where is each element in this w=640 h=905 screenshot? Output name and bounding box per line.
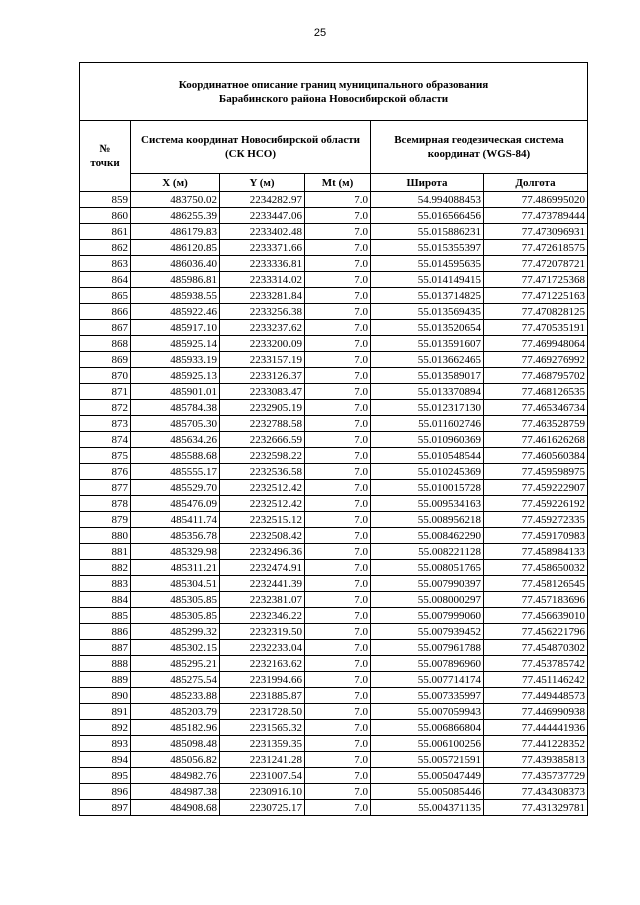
latitude-cell: 55.009534163 xyxy=(371,496,484,512)
y-cell: 2231728.50 xyxy=(220,704,305,720)
x-cell: 485555.17 xyxy=(131,464,220,480)
longitude-cell: 77.451146242 xyxy=(484,672,588,688)
point-number-cell: 897 xyxy=(80,800,131,816)
table-row xyxy=(80,720,588,736)
longitude-cell: 77.468126535 xyxy=(484,384,588,400)
local-system-header: Система координат Новосибирской области (СК НСО) xyxy=(131,121,371,174)
table-row xyxy=(80,592,588,608)
longitude-cell: 77.441228352 xyxy=(484,736,588,752)
latitude-cell: 55.006100256 xyxy=(371,736,484,752)
y-cell: 2231565.32 xyxy=(220,720,305,736)
mt-cell: 7.0 xyxy=(305,752,371,768)
mt-cell: 7.0 xyxy=(305,320,371,336)
mt-cell: 7.0 xyxy=(305,640,371,656)
y-cell: 2233200.09 xyxy=(220,336,305,352)
longitude-cell: 77.459598975 xyxy=(484,464,588,480)
mt-cell: 7.0 xyxy=(305,368,371,384)
mt-cell: 7.0 xyxy=(305,672,371,688)
point-number-cell: 873 xyxy=(80,416,131,432)
point-number-cell: 866 xyxy=(80,304,131,320)
latitude-cell: 54.994088453 xyxy=(371,192,484,208)
x-cell: 485938.55 xyxy=(131,288,220,304)
point-number-cell: 895 xyxy=(80,768,131,784)
x-cell: 486036.40 xyxy=(131,256,220,272)
point-number-cell: 890 xyxy=(80,688,131,704)
longitude-cell: 77.458650032 xyxy=(484,560,588,576)
x-cell: 485182.96 xyxy=(131,720,220,736)
mt-cell: 7.0 xyxy=(305,560,371,576)
longitude-cell: 77.444441936 xyxy=(484,720,588,736)
point-number-cell: 868 xyxy=(80,336,131,352)
x-cell: 485634.26 xyxy=(131,432,220,448)
point-number-cell: 879 xyxy=(80,512,131,528)
table-row xyxy=(80,736,588,752)
table-row xyxy=(80,464,588,480)
y-cell: 2232512.42 xyxy=(220,480,305,496)
x-cell: 485295.21 xyxy=(131,656,220,672)
point-number-cell: 860 xyxy=(80,208,131,224)
point-number-cell: 878 xyxy=(80,496,131,512)
table-row xyxy=(80,288,588,304)
mt-cell: 7.0 xyxy=(305,336,371,352)
latitude-cell: 55.007961788 xyxy=(371,640,484,656)
x-cell: 485925.13 xyxy=(131,368,220,384)
table-row xyxy=(80,640,588,656)
point-number-cell: 865 xyxy=(80,288,131,304)
mt-cell: 7.0 xyxy=(305,720,371,736)
x-cell: 485986.81 xyxy=(131,272,220,288)
mt-cell: 7.0 xyxy=(305,624,371,640)
longitude-cell: 77.473789444 xyxy=(484,208,588,224)
x-cell: 485302.15 xyxy=(131,640,220,656)
x-cell: 485275.54 xyxy=(131,672,220,688)
table-row xyxy=(80,208,588,224)
longitude-cell: 77.449448573 xyxy=(484,688,588,704)
table-row xyxy=(80,496,588,512)
mt-cell: 7.0 xyxy=(305,384,371,400)
longitude-cell: 77.459170983 xyxy=(484,528,588,544)
point-number-cell: 894 xyxy=(80,752,131,768)
longitude-cell: 77.468795702 xyxy=(484,368,588,384)
table-row xyxy=(80,608,588,624)
latitude-cell: 55.007939452 xyxy=(371,624,484,640)
longitude-cell: 77.469948064 xyxy=(484,336,588,352)
point-number-cell: 889 xyxy=(80,672,131,688)
table-row xyxy=(80,336,588,352)
table-row xyxy=(80,704,588,720)
page-number: 25 xyxy=(313,27,327,39)
latitude-cell: 55.008221128 xyxy=(371,544,484,560)
y-cell: 2231359.35 xyxy=(220,736,305,752)
x-cell: 483750.02 xyxy=(131,192,220,208)
x-cell: 485901.01 xyxy=(131,384,220,400)
mt-cell: 7.0 xyxy=(305,768,371,784)
y-cell: 2232536.58 xyxy=(220,464,305,480)
longitude-cell: 77.446990938 xyxy=(484,704,588,720)
x-cell: 485784.38 xyxy=(131,400,220,416)
mt-cell: 7.0 xyxy=(305,256,371,272)
point-number-cell: 867 xyxy=(80,320,131,336)
y-cell: 2232666.59 xyxy=(220,432,305,448)
x-cell: 485588.68 xyxy=(131,448,220,464)
table-row xyxy=(80,688,588,704)
y-cell: 2232474.91 xyxy=(220,560,305,576)
mt-cell: 7.0 xyxy=(305,432,371,448)
x-cell: 486120.85 xyxy=(131,240,220,256)
longitude-header: Долгота xyxy=(484,174,588,192)
y-cell: 2233336.81 xyxy=(220,256,305,272)
point-number-cell: 871 xyxy=(80,384,131,400)
table-row xyxy=(80,752,588,768)
y-cell: 2232598.22 xyxy=(220,448,305,464)
y-cell: 2230725.17 xyxy=(220,800,305,816)
table-title xyxy=(80,63,588,121)
mt-cell: 7.0 xyxy=(305,576,371,592)
latitude-cell: 55.007335997 xyxy=(371,688,484,704)
point-number-cell: 874 xyxy=(80,432,131,448)
table-row xyxy=(80,192,588,208)
mt-cell: 7.0 xyxy=(305,800,371,816)
latitude-cell: 55.013662465 xyxy=(371,352,484,368)
x-cell: 485329.98 xyxy=(131,544,220,560)
latitude-cell: 55.010015728 xyxy=(371,480,484,496)
table-row xyxy=(80,384,588,400)
longitude-cell: 77.470535191 xyxy=(484,320,588,336)
table-row xyxy=(80,320,588,336)
table-row xyxy=(80,480,588,496)
longitude-cell: 77.470828125 xyxy=(484,304,588,320)
latitude-cell: 55.007714174 xyxy=(371,672,484,688)
longitude-cell: 77.434308373 xyxy=(484,784,588,800)
y-cell: 2232508.42 xyxy=(220,528,305,544)
latitude-cell: 55.014149415 xyxy=(371,272,484,288)
world-system-header: Всемирная геодезическая система координат (WGS-84) xyxy=(371,121,588,174)
latitude-cell: 55.014595635 xyxy=(371,256,484,272)
y-cell: 2233371.66 xyxy=(220,240,305,256)
latitude-cell: 55.013370894 xyxy=(371,384,484,400)
latitude-cell: 55.015355397 xyxy=(371,240,484,256)
y-cell: 2231994.66 xyxy=(220,672,305,688)
latitude-cell: 55.007999060 xyxy=(371,608,484,624)
longitude-cell: 77.459272335 xyxy=(484,512,588,528)
x-cell: 485529.70 xyxy=(131,480,220,496)
mt-cell: 7.0 xyxy=(305,704,371,720)
mt-cell: 7.0 xyxy=(305,304,371,320)
latitude-cell: 55.008000297 xyxy=(371,592,484,608)
y-cell: 2232441.39 xyxy=(220,576,305,592)
mt-cell: 7.0 xyxy=(305,480,371,496)
x-cell: 485304.51 xyxy=(131,576,220,592)
x-cell: 485098.48 xyxy=(131,736,220,752)
y-cell: 2231007.54 xyxy=(220,768,305,784)
mt-cell: 7.0 xyxy=(305,464,371,480)
longitude-cell: 77.435737729 xyxy=(484,768,588,784)
latitude-cell: 55.012317130 xyxy=(371,400,484,416)
point-number-cell: 863 xyxy=(80,256,131,272)
longitude-cell: 77.460560384 xyxy=(484,448,588,464)
longitude-cell: 77.456221796 xyxy=(484,624,588,640)
mt-cell: 7.0 xyxy=(305,784,371,800)
table-row xyxy=(80,256,588,272)
point-number-cell: 893 xyxy=(80,736,131,752)
x-cell: 485925.14 xyxy=(131,336,220,352)
latitude-cell: 55.013520654 xyxy=(371,320,484,336)
table-row xyxy=(80,672,588,688)
latitude-cell: 55.010960369 xyxy=(371,432,484,448)
mt-cell: 7.0 xyxy=(305,208,371,224)
latitude-cell: 55.010548544 xyxy=(371,448,484,464)
table-row xyxy=(80,400,588,416)
latitude-cell: 55.008051765 xyxy=(371,560,484,576)
latitude-cell: 55.013714825 xyxy=(371,288,484,304)
table-row xyxy=(80,800,588,816)
y-cell: 2233402.48 xyxy=(220,224,305,240)
y-cell: 2233237.62 xyxy=(220,320,305,336)
y-cell: 2233314.02 xyxy=(220,272,305,288)
latitude-cell: 55.005047449 xyxy=(371,768,484,784)
longitude-cell: 77.463528759 xyxy=(484,416,588,432)
point-number-cell: 896 xyxy=(80,784,131,800)
table-row xyxy=(80,304,588,320)
table-row xyxy=(80,352,588,368)
mt-cell: 7.0 xyxy=(305,544,371,560)
x-cell: 485203.79 xyxy=(131,704,220,720)
point-number-symbol: № xyxy=(99,143,111,155)
point-number-cell: 887 xyxy=(80,640,131,656)
table-row xyxy=(80,224,588,240)
table-row xyxy=(80,368,588,384)
x-cell: 485311.21 xyxy=(131,560,220,576)
point-number-cell: 869 xyxy=(80,352,131,368)
longitude-cell: 77.456639010 xyxy=(484,608,588,624)
point-number-cell: 886 xyxy=(80,624,131,640)
latitude-cell: 55.013591607 xyxy=(371,336,484,352)
y-cell: 2232905.19 xyxy=(220,400,305,416)
point-number-cell: 891 xyxy=(80,704,131,720)
longitude-cell: 77.469276992 xyxy=(484,352,588,368)
latitude-cell: 55.008956218 xyxy=(371,512,484,528)
mt-cell: 7.0 xyxy=(305,736,371,752)
longitude-cell: 77.486995020 xyxy=(484,192,588,208)
mt-cell: 7.0 xyxy=(305,288,371,304)
latitude-cell: 55.004371135 xyxy=(371,800,484,816)
point-number-cell: 880 xyxy=(80,528,131,544)
point-number-cell: 861 xyxy=(80,224,131,240)
table-row xyxy=(80,768,588,784)
point-number-cell: 883 xyxy=(80,576,131,592)
y-cell: 2232319.50 xyxy=(220,624,305,640)
latitude-cell: 55.005085446 xyxy=(371,784,484,800)
latitude-cell: 55.013589017 xyxy=(371,368,484,384)
mt-cell: 7.0 xyxy=(305,592,371,608)
table-row xyxy=(80,240,588,256)
table-row xyxy=(80,784,588,800)
latitude-cell: 55.007059943 xyxy=(371,704,484,720)
longitude-cell: 77.458984133 xyxy=(484,544,588,560)
mt-cell: 7.0 xyxy=(305,192,371,208)
x-cell: 485305.85 xyxy=(131,592,220,608)
longitude-cell: 77.431329781 xyxy=(484,800,588,816)
latitude-cell: 55.013569435 xyxy=(371,304,484,320)
longitude-cell: 77.457183696 xyxy=(484,592,588,608)
y-cell: 2234282.97 xyxy=(220,192,305,208)
point-number-cell: 859 xyxy=(80,192,131,208)
x-cell: 484908.68 xyxy=(131,800,220,816)
latitude-cell: 55.016566456 xyxy=(371,208,484,224)
longitude-cell: 77.439385813 xyxy=(484,752,588,768)
point-number-cell: 875 xyxy=(80,448,131,464)
x-cell: 485476.09 xyxy=(131,496,220,512)
longitude-cell: 77.461626268 xyxy=(484,432,588,448)
table-row xyxy=(80,528,588,544)
y-cell: 2233126.37 xyxy=(220,368,305,384)
y-cell: 2232346.22 xyxy=(220,608,305,624)
point-number-cell: 881 xyxy=(80,544,131,560)
y-cell: 2232381.07 xyxy=(220,592,305,608)
table-row xyxy=(80,576,588,592)
longitude-cell: 77.465346734 xyxy=(484,400,588,416)
latitude-cell: 55.007990397 xyxy=(371,576,484,592)
point-number-cell: 872 xyxy=(80,400,131,416)
x-cell: 486255.39 xyxy=(131,208,220,224)
y-cell: 2232496.36 xyxy=(220,544,305,560)
latitude-cell: 55.008462290 xyxy=(371,528,484,544)
point-number-cell: 885 xyxy=(80,608,131,624)
x-cell: 485056.82 xyxy=(131,752,220,768)
point-number-cell: 862 xyxy=(80,240,131,256)
mt-cell: 7.0 xyxy=(305,272,371,288)
x-cell: 485233.88 xyxy=(131,688,220,704)
longitude-cell: 77.472078721 xyxy=(484,256,588,272)
table-row xyxy=(80,512,588,528)
mt-cell: 7.0 xyxy=(305,400,371,416)
mt-cell: 7.0 xyxy=(305,240,371,256)
mt-cell: 7.0 xyxy=(305,608,371,624)
x-cell: 484987.38 xyxy=(131,784,220,800)
x-cell: 485922.46 xyxy=(131,304,220,320)
mt-cell: 7.0 xyxy=(305,688,371,704)
table-row xyxy=(80,560,588,576)
latitude-cell: 55.005721591 xyxy=(371,752,484,768)
point-number-cell: 864 xyxy=(80,272,131,288)
point-number-cell: 882 xyxy=(80,560,131,576)
table-row xyxy=(80,448,588,464)
longitude-cell: 77.459222907 xyxy=(484,480,588,496)
x-cell: 485705.30 xyxy=(131,416,220,432)
point-number-cell: 870 xyxy=(80,368,131,384)
x-cell: 485305.85 xyxy=(131,608,220,624)
y-cell: 2232515.12 xyxy=(220,512,305,528)
y-cell: 2233083.47 xyxy=(220,384,305,400)
longitude-cell: 77.459226192 xyxy=(484,496,588,512)
longitude-cell: 77.471725368 xyxy=(484,272,588,288)
point-number-cell: 876 xyxy=(80,464,131,480)
mt-cell: 7.0 xyxy=(305,416,371,432)
y-cell: 2233447.06 xyxy=(220,208,305,224)
latitude-header: Широта xyxy=(371,174,484,192)
table-row xyxy=(80,624,588,640)
x-cell: 485299.32 xyxy=(131,624,220,640)
y-cell: 2231241.28 xyxy=(220,752,305,768)
table-row xyxy=(80,416,588,432)
y-cell: 2231885.87 xyxy=(220,688,305,704)
table-row xyxy=(80,272,588,288)
point-number-cell: 892 xyxy=(80,720,131,736)
latitude-cell: 55.007896960 xyxy=(371,656,484,672)
mt-cell: 7.0 xyxy=(305,224,371,240)
point-number-word: точки xyxy=(90,157,120,169)
x-header: X (м) xyxy=(131,174,220,192)
table-row xyxy=(80,544,588,560)
y-cell: 2232512.42 xyxy=(220,496,305,512)
x-cell: 485933.19 xyxy=(131,352,220,368)
y-cell: 2232163.62 xyxy=(220,656,305,672)
coordinates-table xyxy=(79,62,588,816)
y-cell: 2230916.10 xyxy=(220,784,305,800)
latitude-cell: 55.011602746 xyxy=(371,416,484,432)
y-cell: 2233281.84 xyxy=(220,288,305,304)
mt-cell: 7.0 xyxy=(305,496,371,512)
table-row xyxy=(80,656,588,672)
latitude-cell: 55.006866804 xyxy=(371,720,484,736)
mt-cell: 7.0 xyxy=(305,352,371,368)
mt-cell: 7.0 xyxy=(305,512,371,528)
x-cell: 485411.74 xyxy=(131,512,220,528)
table-title-line2: Барабинского района Новосибирской области xyxy=(218,92,449,105)
y-header: Y (м) xyxy=(220,174,305,192)
x-cell: 485356.78 xyxy=(131,528,220,544)
mt-cell: 7.0 xyxy=(305,528,371,544)
latitude-cell: 55.015886231 xyxy=(371,224,484,240)
longitude-cell: 77.473096931 xyxy=(484,224,588,240)
point-number-cell: 877 xyxy=(80,480,131,496)
mt-header: Mt (м) xyxy=(305,174,371,192)
longitude-cell: 77.472618575 xyxy=(484,240,588,256)
point-number-header xyxy=(80,121,131,192)
x-cell: 485917.10 xyxy=(131,320,220,336)
longitude-cell: 77.471225163 xyxy=(484,288,588,304)
y-cell: 2232788.58 xyxy=(220,416,305,432)
latitude-cell: 55.010245369 xyxy=(371,464,484,480)
point-number-cell: 888 xyxy=(80,656,131,672)
longitude-cell: 77.454870302 xyxy=(484,640,588,656)
longitude-cell: 77.458126545 xyxy=(484,576,588,592)
point-number-cell: 884 xyxy=(80,592,131,608)
table-row xyxy=(80,432,588,448)
table-body xyxy=(80,192,588,816)
x-cell: 484982.76 xyxy=(131,768,220,784)
mt-cell: 7.0 xyxy=(305,656,371,672)
x-cell: 486179.83 xyxy=(131,224,220,240)
y-cell: 2232233.04 xyxy=(220,640,305,656)
table-title-line1: Координатное описание границ муниципального образования xyxy=(178,78,489,91)
y-cell: 2233157.19 xyxy=(220,352,305,368)
longitude-cell: 77.453785742 xyxy=(484,656,588,672)
mt-cell: 7.0 xyxy=(305,448,371,464)
y-cell: 2233256.38 xyxy=(220,304,305,320)
